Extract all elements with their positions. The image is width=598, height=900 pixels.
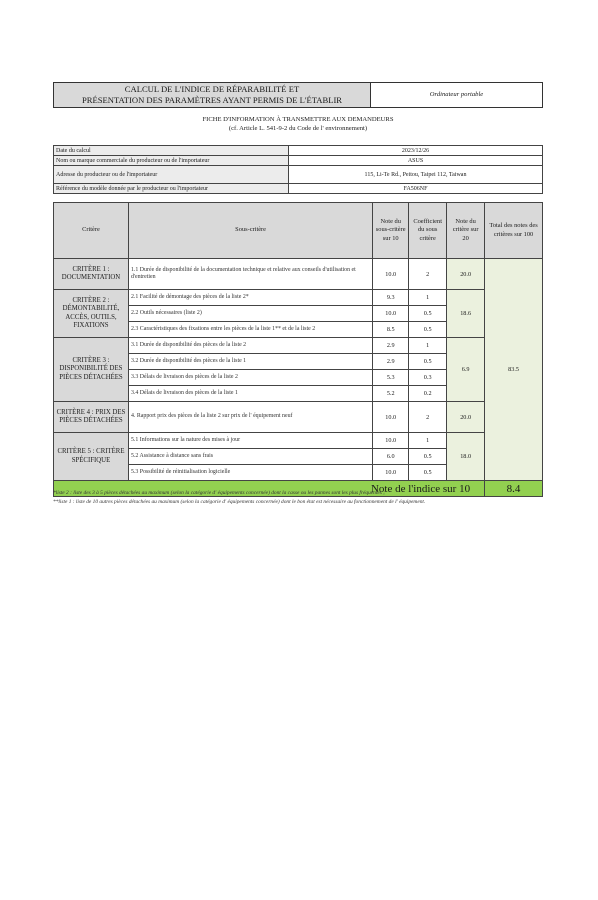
subcriterion-coef: 0.5 bbox=[409, 322, 447, 338]
col-total: Total des notes des critères sur 100 bbox=[485, 203, 543, 259]
subcriterion-note: 10.0 bbox=[373, 259, 409, 290]
subcriterion-note: 9.3 bbox=[373, 290, 409, 306]
footnotes bbox=[53, 489, 553, 506]
title-box bbox=[53, 82, 371, 108]
subcriterion-coef: 2 bbox=[409, 402, 447, 433]
table-row bbox=[54, 338, 543, 354]
final-score-label: Note de l'indice sur 10 bbox=[54, 481, 485, 497]
info-table bbox=[53, 145, 543, 194]
date-label: Date du calcul bbox=[54, 146, 289, 156]
table-row bbox=[54, 402, 543, 433]
subcriterion-note: 2.9 bbox=[373, 338, 409, 354]
col-note-sous: Note du sous-critère sur 10 bbox=[373, 203, 409, 259]
col-sous-critere: Sous-critère bbox=[128, 203, 372, 259]
title-line-2: PRÉSENTATION DES PARAMÈTRES AYANT PERMIS DE L'ÉTABLIR bbox=[81, 95, 343, 105]
subcriterion-note: 10.0 bbox=[373, 306, 409, 322]
subcriterion-note: 8.5 bbox=[373, 322, 409, 338]
subcriterion-label: 2.1 Facilité de démontage des pièces de la liste 2* bbox=[128, 290, 372, 306]
subcriterion-coef: 0.5 bbox=[409, 306, 447, 322]
subcriterion-note: 10.0 bbox=[373, 465, 409, 481]
subcriterion-note: 10.0 bbox=[373, 402, 409, 433]
subcriterion-coef: 1 bbox=[409, 290, 447, 306]
subcriterion-label: 4. Rapport prix des pièces de la liste 2 sur prix de l' équipement neuf bbox=[128, 402, 372, 433]
product-type: Ordinateur portable bbox=[371, 82, 543, 108]
name-label: Nom ou marque commerciale du producteur ou de l'importateur bbox=[54, 156, 289, 166]
criterion-4-name: CRITÈRE 4 : PRIX DES PIÈCES DÉTACHÉES bbox=[54, 402, 129, 433]
criterion-2-note: 18.6 bbox=[447, 290, 485, 338]
subcriterion-label: 2.3 Caractéristiques des fixations entre les pièces de la liste 1** et de la liste 2 bbox=[128, 322, 372, 338]
subcriterion-note: 6.0 bbox=[373, 449, 409, 465]
subcriterion-coef: 0.3 bbox=[409, 370, 447, 386]
info-row-name bbox=[54, 156, 543, 166]
subcriterion-label: 3.4 Délais de livraison des pièces de la liste 1 bbox=[128, 386, 372, 402]
subcriterion-label: 5.2 Assistance à distance sans frais bbox=[128, 449, 372, 465]
criterion-2-name: CRITÈRE 2 : DÉMONTABILITÉ, ACCÈS, OUTILS, FIXATIONS bbox=[54, 290, 129, 338]
info-row-address bbox=[54, 166, 543, 184]
table-row bbox=[54, 290, 543, 306]
footnote-list-1: **liste 1 : liste de 10 autres pièces détachées au maximum (selon la catégorie d' équipements concernée) dont le bon état est nécessaire au fonctionnement de l' équipement. bbox=[53, 498, 426, 505]
address-label: Adresse du producteur ou de l'importateur bbox=[54, 166, 289, 184]
criterion-1-name: CRITÈRE 1 : DOCUMENTATION bbox=[54, 259, 129, 290]
final-score-value: 8.4 bbox=[485, 481, 543, 497]
date-value: 2023/12/26 bbox=[289, 146, 543, 156]
info-row-reference bbox=[54, 184, 543, 194]
subcriterion-note: 5.3 bbox=[373, 370, 409, 386]
fiche-line-2: (cf. Article L. 541-9-2 du Code de l' environnement) bbox=[228, 124, 368, 132]
subcriterion-label: 3.3 Délais de livraison des pièces de la liste 2 bbox=[128, 370, 372, 386]
score-header-row bbox=[54, 203, 543, 259]
table-row bbox=[54, 433, 543, 449]
criterion-3-name: CRITÈRE 3 : DISPONIBILITÉ DES PIÈCES DÉTACHÉES bbox=[54, 338, 129, 402]
subcriterion-label: 2.2 Outils nécessaires (liste 2) bbox=[128, 306, 372, 322]
subcriterion-label: 1.1 Durée de disponibilité de la documentation technique et relative aux conseils d'utilisation et d'entretien bbox=[128, 259, 372, 290]
criterion-4-note: 20.0 bbox=[447, 402, 485, 433]
subcriterion-coef: 1 bbox=[409, 433, 447, 449]
col-critere: Critère bbox=[54, 203, 129, 259]
address-value: 115, Li-Te Rd., Peitou, Taipei 112, Taiwan bbox=[289, 166, 543, 184]
fiche-line-1: FICHE D'INFORMATION À TRANSMETTRE AUX DEMANDEURS bbox=[202, 116, 394, 123]
title-line-1: CALCUL DE L'INDICE DE RÉPARABILITÉ ET bbox=[124, 84, 300, 94]
subcriterion-coef: 0.5 bbox=[409, 449, 447, 465]
subcriterion-coef: 0.5 bbox=[409, 354, 447, 370]
criterion-5-note: 18.0 bbox=[447, 433, 485, 481]
table-row bbox=[54, 259, 543, 290]
subcriterion-label: 3.1 Durée de disponibilité des pièces de la liste 2 bbox=[128, 338, 372, 354]
criterion-5-name: CRITÈRE 5 : CRITÈRE SPÉCIFIQUE bbox=[54, 433, 129, 481]
subcriterion-label: 3.2 Durée de disponibilité des pièces de la liste 1 bbox=[128, 354, 372, 370]
subcriterion-coef: 2 bbox=[409, 259, 447, 290]
col-note-crit: Note du critère sur 20 bbox=[447, 203, 485, 259]
criterion-1-note: 20.0 bbox=[447, 259, 485, 290]
col-coef: Coefficient du sous critère bbox=[409, 203, 447, 259]
subcriterion-label: 5.1 Informations sur la nature des mises à jour bbox=[128, 433, 372, 449]
subcriterion-coef: 0.2 bbox=[409, 386, 447, 402]
criterion-3-note: 6.9 bbox=[447, 338, 485, 402]
info-row-date bbox=[54, 146, 543, 156]
subcriterion-note: 2.9 bbox=[373, 354, 409, 370]
subcriterion-note: 10.0 bbox=[373, 433, 409, 449]
footnote-list-2: *liste 2 : liste des 3 à 5 pièces détachées au maximum (selon la catégorie d' équipements concernée) dont la casse ou les pannes sont les plus fréquentes ; bbox=[53, 490, 386, 496]
reference-label: Référence du modèle donnée par le producteur ou l'importateur bbox=[54, 184, 289, 194]
subcriterion-coef: 0.5 bbox=[409, 465, 447, 481]
total-score: 83.5 bbox=[485, 259, 543, 481]
score-table bbox=[53, 202, 543, 497]
subcriterion-note: 5.2 bbox=[373, 386, 409, 402]
name-value: ASUS bbox=[289, 156, 543, 166]
reference-value: FA506NF bbox=[289, 184, 543, 194]
subcriterion-coef: 1 bbox=[409, 338, 447, 354]
fiche-heading bbox=[53, 116, 543, 133]
subcriterion-label: 5.3 Possibilité de réinitialisation logicielle bbox=[128, 465, 372, 481]
